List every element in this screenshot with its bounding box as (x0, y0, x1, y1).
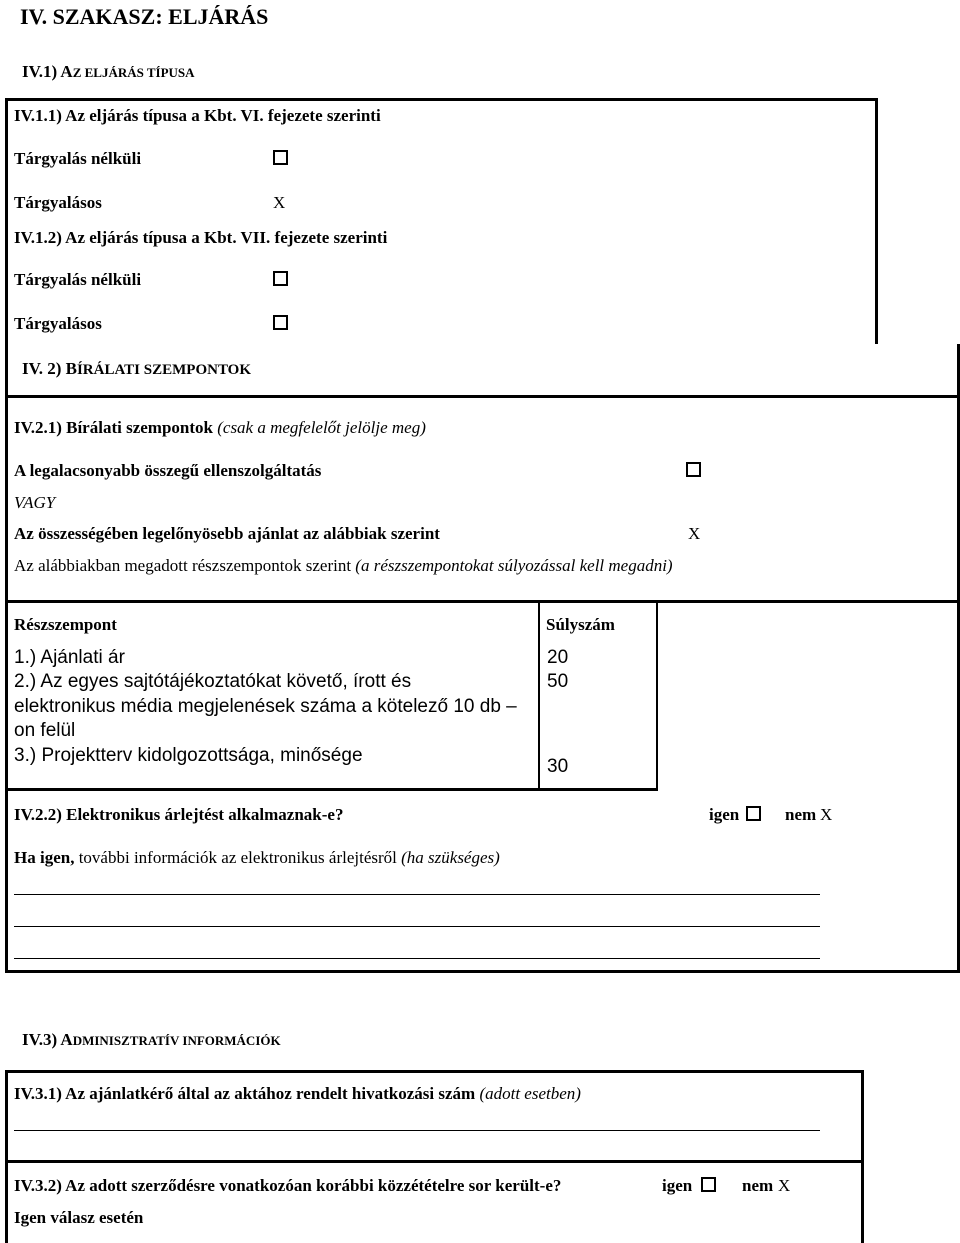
table-row-criterion: 1.) Ajánlati ár (14, 647, 125, 668)
table-row-criterion: on felül (14, 720, 76, 741)
iv22-label: IV.2.2) Elektronikus árlejtést alkalmaznak-e? (14, 805, 344, 824)
box2-frame (5, 344, 960, 972)
box1-frame (5, 98, 878, 344)
iv32-yes-case-label: Igen válasz esetén (14, 1208, 144, 1227)
iv12-opt-without-negotiation-checkbox[interactable] (273, 271, 288, 286)
iv32-no-mark[interactable]: X (778, 1176, 791, 1195)
iv22-info-label: Ha igen, további információk az elektronikus árlejtésről (ha szükséges) (14, 848, 500, 867)
iv31-label: IV.3.1) Az ajánlatkérő által az aktához rendelt hivatkozási szám (adott esetben) (14, 1084, 581, 1103)
iv11-opt-without-negotiation: Tárgyalás nélküli (14, 149, 142, 168)
table-row-weight: 20 (547, 647, 569, 668)
section-title: IV. SZAKASZ: ELJÁRÁS (20, 4, 269, 29)
iv32-yes-label: igen (662, 1176, 693, 1195)
iv32-yes-checkbox[interactable] (701, 1177, 716, 1192)
table-top-border (5, 600, 960, 603)
table-header-weight: Súlyszám (546, 615, 615, 634)
iv22-info-line-1[interactable] (14, 894, 820, 895)
iv21-subcriteria-note: Az alábbiakban megadott részszempontok szerint (a részszempontokat súlyozással kell megadni) (14, 556, 673, 575)
iv2-heading: IV. 2) BÍRÁLATI SZEMPONTOK (22, 359, 252, 378)
iv22-yes-checkbox[interactable] (746, 806, 761, 821)
iv11-opt-negotiated-mark[interactable]: X (273, 193, 286, 212)
iv22-no-label: nem (785, 805, 817, 824)
table-row-weight: 50 (547, 671, 569, 692)
iv12-opt-without-negotiation: Tárgyalás nélküli (14, 270, 142, 289)
iv12-label: IV.1.2) Az eljárás típusa a Kbt. VII. fejezete szerinti (14, 228, 388, 247)
box4-frame (5, 1160, 864, 1243)
iv21-opt-best-value-mark[interactable]: X (688, 524, 701, 543)
iv22-yes-label: igen (709, 805, 740, 824)
box2-top-border (5, 395, 960, 398)
iv21-opt-lowest-price: A legalacsonyabb összegű ellenszolgáltatás (14, 461, 322, 480)
table-row-criterion: 2.) Az egyes sajtótájékoztatókat követő, írott és (14, 671, 412, 692)
iv21-or: VAGY (14, 493, 56, 512)
iv22-info-line-2[interactable] (14, 926, 820, 927)
iv1-heading: IV.1) AZ ELJÁRÁS TÍPUSA (22, 62, 195, 81)
iv22-no-mark[interactable]: X (820, 805, 833, 824)
iv11-opt-without-negotiation-checkbox[interactable] (273, 150, 288, 165)
iv12-opt-negotiated-checkbox[interactable] (273, 315, 288, 330)
box2-bottom-border (5, 970, 960, 973)
iv32-label: IV.3.2) Az adott szerződésre vonatkozóan korábbi közzétételre sor került-e? (14, 1176, 562, 1195)
table-row-criterion: 3.) Projektterv kidolgozottsága, minősége (14, 745, 363, 766)
table-bottom-border (5, 788, 658, 791)
iv21-opt-best-value: Az összességében legelőnyösebb ajánlat az alábbiak szerint (14, 524, 440, 543)
table-row-criterion: elektronikus média megjelenések száma a kötelező 10 db – (14, 696, 517, 717)
table-col-divider-2 (656, 600, 658, 790)
iv22-info-line-3[interactable] (14, 958, 820, 959)
iv31-reference-line[interactable] (14, 1130, 820, 1131)
table-header-criterion: Részszempont (14, 615, 117, 634)
iv11-opt-negotiated: Tárgyalásos (14, 193, 102, 212)
iv3-heading: IV.3) ADMINISZTRATÍV INFORMÁCIÓK (22, 1030, 281, 1049)
iv32-no-label: nem (742, 1176, 774, 1195)
iv12-opt-negotiated: Tárgyalásos (14, 314, 102, 333)
table-row-weight: 30 (547, 756, 569, 777)
iv11-label: IV.1.1) Az eljárás típusa a Kbt. VI. fejezete szerinti (14, 106, 381, 125)
iv21-opt-lowest-price-checkbox[interactable] (686, 462, 701, 477)
iv21-label: IV.2.1) Bírálati szempontok (csak a megfelelőt jelölje meg) (14, 418, 426, 437)
table-col-divider-1 (538, 600, 540, 790)
